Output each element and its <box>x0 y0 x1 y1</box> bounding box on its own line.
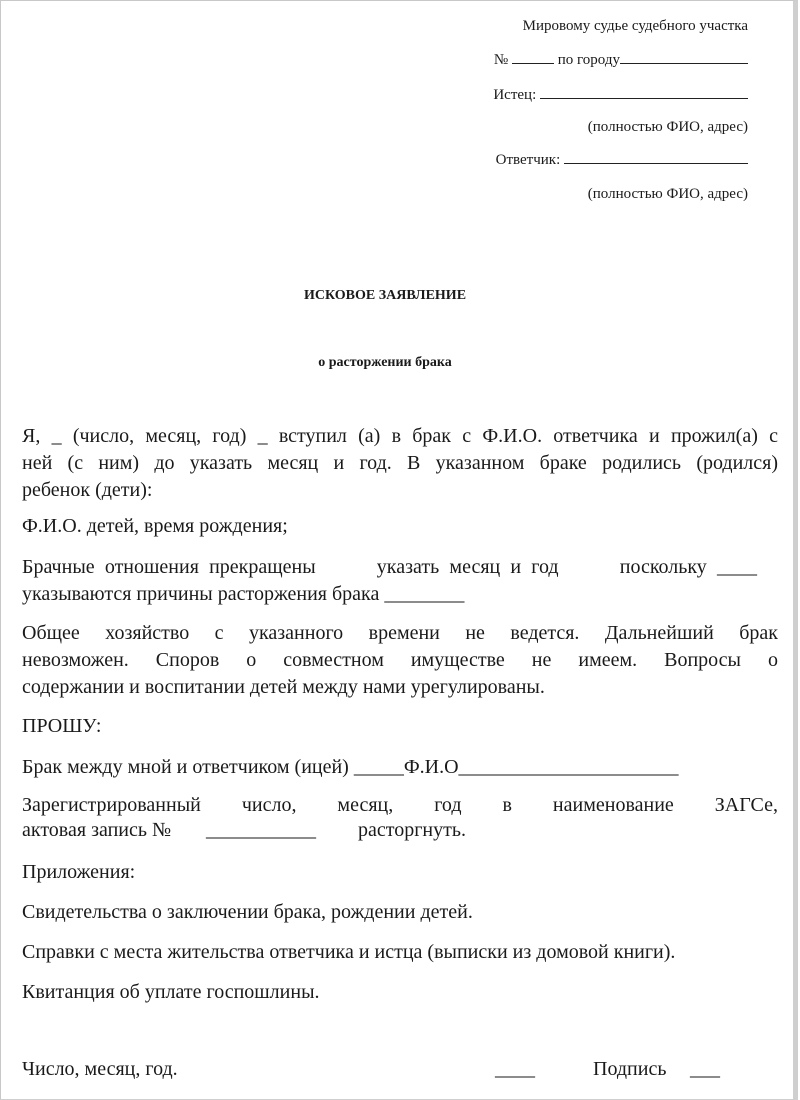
city-label: по городу <box>557 52 620 68</box>
attachment-item <box>22 979 778 1006</box>
addressee: Мировому судье судебного участка <box>522 18 748 34</box>
attachment-item <box>22 939 778 966</box>
plaintiff-hint: (полностью ФИО, адрес) <box>587 119 748 135</box>
text-line: Брачные отношения прекращены указать месяц и год поскольку ____ <box>22 556 757 578</box>
court-number-line <box>494 52 748 69</box>
plaintiff-blank <box>540 97 748 99</box>
paragraph-marriage <box>22 423 778 504</box>
attachment-item <box>22 899 778 926</box>
text-line: Я, _ (число, месяц, год) _ вступил (а) в брак с Ф.И.О. ответчика и прожил(а) с <box>22 425 778 447</box>
defendant-label: Ответчик: <box>495 152 561 168</box>
plaintiff-line <box>493 87 748 104</box>
text-line: ПРОШУ: <box>22 715 102 737</box>
date-label: Число, месяц, год. <box>22 1058 178 1080</box>
text-line: содержании и воспитании детей между нами урегулированы. <box>22 676 545 698</box>
request-heading <box>22 713 778 740</box>
text-line: Зарегистрированный число, месяц, год в наименование ЗАГСе, <box>22 794 778 816</box>
number-blank <box>512 62 554 64</box>
paragraph-registration <box>22 792 778 819</box>
text-line: Брак между мной и ответчиком (ицей) _____Ф.И.О______________________ <box>22 756 679 778</box>
defendant-line <box>496 152 748 169</box>
signature-label: Подпись <box>593 1058 667 1080</box>
text-line: Ф.И.О. детей, время рождения; <box>22 515 288 537</box>
paragraph-children <box>22 513 778 540</box>
paragraph-request <box>22 754 778 781</box>
text-line: ребенок (дети): <box>22 479 153 501</box>
paragraph-household <box>22 620 778 701</box>
paragraph-termination <box>22 554 778 608</box>
dissolve-text: расторгнуть. <box>358 819 466 841</box>
defendant-blank <box>564 162 748 164</box>
attachments-heading <box>22 859 778 886</box>
text-line: Справки с места жительства ответчика и истца (выписки из домовой книги). <box>22 941 676 963</box>
record-blank: ___________ <box>206 819 316 841</box>
document-title: ИСКОВОЕ ЗАЯВЛЕНИЕ <box>303 288 467 303</box>
text-line: Квитанция об уплате госпошлины. <box>22 981 320 1003</box>
text-line: Приложения: <box>22 861 136 883</box>
number-sign: № <box>493 52 509 68</box>
text-line: Общее хозяйство с указанного времени не ведется. Дальнейший брак <box>22 622 778 644</box>
text-line: ней (с ним) до указать месяц и год. В указанном браке родились (родился) <box>22 452 778 474</box>
city-blank <box>620 62 748 64</box>
defendant-hint: (полностью ФИО, адрес) <box>587 186 748 202</box>
document-subtitle: о расторжении брака <box>318 355 452 370</box>
date-blank: ____ <box>495 1058 535 1080</box>
text-line: невозможен. Споров о совместном имуществе не имеем. Вопросы о <box>22 649 778 671</box>
text-line: указываются причины расторжения брака ________ <box>22 583 465 605</box>
signature-blank: ___ <box>690 1058 720 1080</box>
record-label: актовая запись № <box>22 819 172 841</box>
text-line: Свидетельства о заключении брака, рождении детей. <box>22 901 473 923</box>
plaintiff-label: Истец: <box>493 87 537 103</box>
